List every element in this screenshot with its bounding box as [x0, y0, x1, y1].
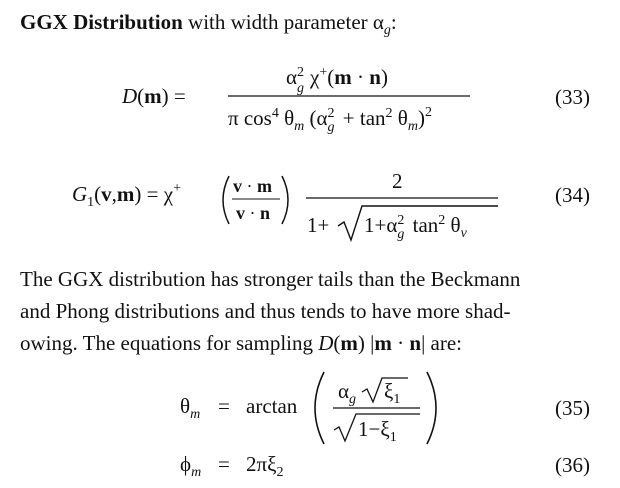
eq-number-33: (33): [555, 85, 590, 109]
svg-text:1+: 1+: [307, 213, 330, 237]
equation-33: [121, 65, 470, 135]
svg-text:2: 2: [392, 169, 403, 193]
svg-text:=: =: [218, 452, 230, 476]
svg-text:π cos4 θm (αg2 + tan2 θm)2: π $\cos^4 \theta_m$ $(\alpha_g2 + \tan^2 \theta_m)^2$: [228, 105, 432, 135]
svg-text:ϕm: $\phi_m$: [180, 452, 202, 480]
equation-34: [72, 169, 498, 242]
svg-text:2πξ2: $2\pi\xi_2$: [246, 452, 284, 480]
paragraph-line-3-b: are:: [425, 331, 463, 355]
svg-text:G1(v,m) = χ+: $G_1(v,m) = \chi^+$: [72, 181, 181, 210]
heading-rest: with width parameter: [182, 10, 373, 34]
paragraph-line-3: [20, 327, 598, 359]
svg-text:v · n: v · n: [236, 203, 271, 223]
svg-text:1+αg2 tan2 θv: $1+\alpha_g2$ $\tan^2 \theta_v$: [364, 213, 467, 242]
eq-number-35: (35): [555, 396, 590, 420]
equation-35: [180, 372, 436, 445]
svg-text:θm: $\theta_m$: [180, 394, 201, 422]
heading-symbol: α: [372, 10, 384, 34]
body-paragraph: [20, 263, 598, 359]
heading-colon: :: [390, 10, 397, 34]
svg-text:arctan: arctan: [246, 394, 298, 418]
inline-math: D(m) |m · n|: [318, 331, 426, 355]
svg-text:1−ξ1: $1-\xi_1$: [358, 417, 397, 445]
heading-bold: GGX Distribution: [20, 10, 183, 34]
eq-number-34: (34): [555, 183, 590, 207]
equation-36: [180, 452, 283, 480]
paragraph-line-3-a: owing. The equations for sampling: [20, 331, 319, 355]
svg-text:ξ1: $\xi_1$: [384, 379, 401, 407]
paragraph-line-2: and Phong distributions and thus tends to have more shad-: [20, 299, 511, 323]
svg-text:=: =: [218, 394, 230, 418]
paragraph-line-1: The GGX distribution has stronger tails than the Beckmann: [20, 267, 521, 291]
svg-text:v · m: v · m: [233, 176, 272, 196]
svg-text:αg: $\alpha_g$: [338, 379, 357, 407]
heading-sub: g: [383, 23, 391, 39]
svg-text:D(m) =: D(m) =: [122, 84, 186, 108]
svg-text:αg2χ+(m · n): $\alpha_g2$ χ+(m · n): [286, 65, 388, 96]
eq-number-36: (36): [555, 453, 590, 477]
